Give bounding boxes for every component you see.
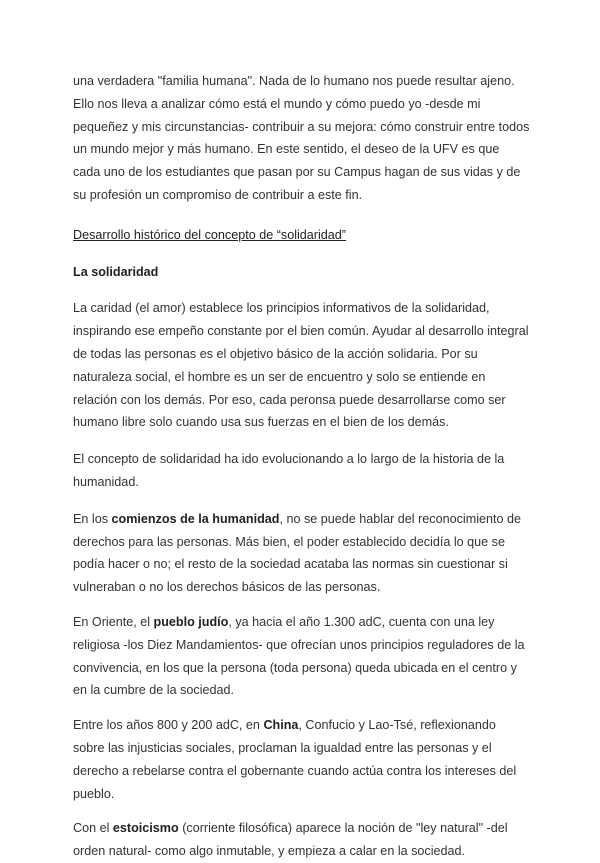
paragraph-estoicismo-post: (corriente filosófica) aparece la noción de "ley natural" -del orden natural- como algo inmutable, y empieza a calar en la sociedad. [73,821,508,859]
sub-heading: La solidaridad [73,264,159,279]
paragraph-concepto: El concepto de solidaridad ha ido evolucionando a lo largo de la historia de la humanidad. [73,452,505,489]
paragraph-caridad: La caridad (el amor) establece los principios informativos de la solidaridad, inspirando ese empeño constante por el bien común. Ayudar al desarrollo integral de todas las personas es el objetivo básico de la acción solidaria. Por su naturaleza social, el hombre es un ser de encuentro y solo se entiende en relación con los demás. Por eso, cada peronsa puede desarrollarse como ser humano libre solo cuando usa sus fuerzas en el bien de los demás. [73,301,529,430]
paragraph-comienzos [73,508,530,599]
intro-paragraph: una verdadera "familia humana". Nada de lo humano nos puede resultar ajeno. Ello nos lleva a analizar cómo está el mundo y cómo puedo yo -desde mi pequeñez y mis circunstancias- contribuir a su mejora: cómo construir entre todos un mundo mejor y más humano. En este sentido, el deseo de la UFV es que cada uno de los estudiantes que pasan por su Campus hagan de sus vidas y de su profesión un compromiso de contribuir a este fin. [73,74,530,202]
paragraph-estoicismo [73,817,530,863]
paragraph-oriente-post: , ya hacia el año 1.300 adC, cuenta con una ley religiosa -los Diez Mandamientos- que ofrecían unos principios reguladores de la convivencia, en los que la persona (toda persona) queda ubicada en el centro y en la cumbre de la sociedad. [73,614,525,698]
section-heading: Desarrollo histórico del concepto de “solidaridad” [73,227,347,242]
paragraph-oriente [73,611,530,702]
paragraph-comienzos-pre: En los [73,511,112,526]
paragraph-china [73,714,530,805]
paragraph-oriente-bold: pueblo judío [153,614,229,629]
paragraph-oriente-pre: En Oriente, el [73,614,154,629]
paragraph-china-bold: China [263,718,299,733]
paragraph-china-pre: Entre los años 800 y 200 adC, en [73,718,264,733]
paragraph-china-post: , Confucio y Lao-Tsé, reflexionando sobre las injusticias sociales, proclaman la igualdad entre las personas y el derecho a rebelarse contra el gobernante cuando actúa contra los intereses del pueblo. [73,718,517,801]
paragraph-comienzos-post: , no se puede hablar del reconocimiento de derechos para las personas. Más bien, el poder establecido decidía lo que se podía hacer o no; el resto de la sociedad acataba las normas sin cuestionar si vulneraban o no los derechos básicos de las personas. [73,511,522,595]
paragraph-estoicismo-pre: Con el [73,821,113,836]
paragraph-estoicismo-bold: estoicismo [112,821,179,836]
paragraph-comienzos-bold: comienzos de la humanidad [111,511,280,526]
